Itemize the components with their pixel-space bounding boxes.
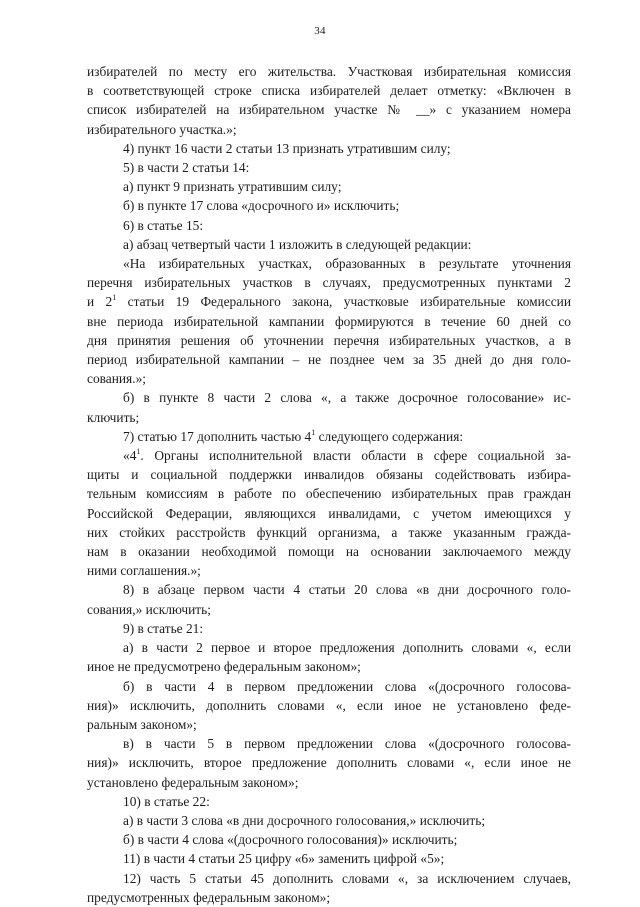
text-line xyxy=(87,542,571,561)
text-line-content: в соответствующей строке списка избирателей делает отметку: «Включен в xyxy=(87,83,571,99)
text-line-content: 7) статью 17 дополнить частью 4 xyxy=(123,428,312,444)
text-line xyxy=(87,388,571,407)
text-line xyxy=(87,427,571,446)
text-line-content: предусмотренных федеральным законом»; xyxy=(87,889,331,905)
superscript: 1 xyxy=(112,293,117,303)
text-line xyxy=(87,600,571,619)
text-line-content: «На избирательных участках, образованных в результате уточнения xyxy=(123,256,571,272)
text-line xyxy=(87,235,571,254)
text-line xyxy=(87,446,571,465)
page-number: 34 xyxy=(314,25,326,37)
text-line xyxy=(87,216,571,235)
text-line xyxy=(87,811,571,830)
text-line-content: дня принятия решения об уточнении перечня избирательных участков, а в xyxy=(87,332,571,348)
text-line xyxy=(87,408,571,427)
text-line-continuation: . Органы исполнительной власти области в сфере социальной за- xyxy=(140,448,571,464)
text-line xyxy=(87,888,571,907)
text-line xyxy=(87,465,571,484)
superscript: 1 xyxy=(311,427,316,437)
text-line-content: б) в части 4 в первом предложении слова «(досрочного голосова- xyxy=(123,678,571,694)
text-line-content: б) в пункте 8 части 2 слова «, а также досрочное голосование» ис- xyxy=(123,390,571,406)
text-line xyxy=(87,331,571,350)
text-line-content: щиты и социальной поддержки инвалидов обязаны содействовать избира- xyxy=(87,467,571,483)
text-line-content: ральным законом»; xyxy=(87,716,197,732)
text-line-content: перечня избирательных участков в случаях, предусмотренных пунктами 2 xyxy=(87,275,571,291)
text-line xyxy=(87,523,571,542)
text-line-content: сования,» исключить; xyxy=(87,601,211,617)
text-line-content: ними соглашения.»; xyxy=(87,563,201,579)
text-line-content: а) пункт 9 признать утратившим силу; xyxy=(123,179,342,195)
text-line-content: 6) в статье 15: xyxy=(123,217,204,233)
text-line-content: избирателей по месту его жительства. Участковая избирательная комиссия xyxy=(87,64,571,79)
text-line xyxy=(87,715,571,734)
text-line-content: ключить; xyxy=(87,409,140,425)
text-line xyxy=(87,561,571,580)
text-line-content: тельным комиссиям в работе по обеспечению избирательных прав граждан xyxy=(87,486,571,502)
superscript: 1 xyxy=(136,447,141,457)
text-line xyxy=(87,504,571,523)
text-line xyxy=(87,292,571,311)
text-line xyxy=(87,139,571,158)
text-line xyxy=(87,792,571,811)
text-line xyxy=(87,62,571,81)
text-line-content: период избирательной кампании – не позднее чем за 35 дней до дня голо- xyxy=(87,352,571,368)
text-line-content: а) абзац четвертый части 1 изложить в следующей редакции: xyxy=(123,236,472,252)
text-line-content: вне периода избирательной кампании формируются в течение 60 дней со xyxy=(87,313,571,329)
text-line-content: 5) в части 2 статьи 14: xyxy=(123,160,250,176)
text-line-content: 8) в абзаце первом части 4 статьи 20 слова «в дни досрочного голо- xyxy=(123,582,571,598)
text-line xyxy=(87,484,571,503)
text-line xyxy=(87,638,571,657)
text-line-content: сования.»; xyxy=(87,371,146,387)
document-body xyxy=(87,62,571,907)
text-line-content: а) в части 3 слова «в дни досрочного голосования,» исключить; xyxy=(123,812,486,828)
text-line xyxy=(87,350,571,369)
text-line-content: 12) часть 5 статьи 45 дополнить словами «, за исключением случаев, xyxy=(123,870,571,886)
text-line xyxy=(87,869,571,888)
text-line xyxy=(87,619,571,638)
text-line-content: 4) пункт 16 части 2 статьи 13 признать утратившим силу; xyxy=(123,140,451,156)
text-line xyxy=(87,696,571,715)
text-line-content: них стойких расстройств функций организма, а также указанным гражда- xyxy=(87,524,571,540)
text-line xyxy=(87,773,571,792)
text-line xyxy=(87,580,571,599)
text-line-content: б) в пункте 17 слова «досрочного и» исключить; xyxy=(123,198,400,214)
text-line-content: избирательного участка.»; xyxy=(87,121,237,137)
text-line xyxy=(87,369,571,388)
text-line xyxy=(87,158,571,177)
text-line xyxy=(87,120,571,139)
text-line xyxy=(87,81,571,100)
text-line-content: и 2 xyxy=(87,294,113,310)
text-line-content: список избирателей на избирательном участке № __» с указанием номера xyxy=(87,102,571,118)
text-line-content: 9) в статье 21: xyxy=(123,620,204,636)
text-line-content: Российской Федерации, являющихся инвалидами, с учетом имеющихся у xyxy=(87,505,571,521)
text-line xyxy=(87,677,571,696)
text-line xyxy=(87,849,571,868)
text-line-content: иное не предусмотрено федеральным законом»; xyxy=(87,659,361,675)
text-line-content: нам в оказании необходимой помощи на основании заключаемого между xyxy=(87,544,571,560)
text-line xyxy=(87,196,571,215)
text-line-content: в) в части 5 в первом предложении слова «(досрочного голосова- xyxy=(123,736,571,752)
text-line xyxy=(87,254,571,273)
text-line-content: б) в части 4 слова «(досрочного голосования)» исключить; xyxy=(123,832,458,848)
text-line xyxy=(87,312,571,331)
text-line xyxy=(87,100,571,119)
text-line-content: установлено федеральным законом»; xyxy=(87,774,299,790)
text-line xyxy=(87,657,571,676)
text-line-content: ния)» исключить, дополнить словами «, если иное не установлено феде- xyxy=(87,697,571,713)
text-line-content: 11) в части 4 статьи 25 цифру «6» заменить цифрой «5»; xyxy=(123,851,445,867)
text-line xyxy=(87,734,571,753)
text-line-content: а) в части 2 первое и второе предложения дополнить словами «, если xyxy=(123,640,571,656)
text-line-content: ния)» исключить, второе предложение дополнить словами «, если иное не xyxy=(87,755,571,771)
text-line-continuation: следующего содержания: xyxy=(315,428,464,444)
text-line xyxy=(87,273,571,292)
text-line xyxy=(87,753,571,772)
text-line-continuation: статьи 19 Федерального закона, участковые избирательные комиссии xyxy=(116,294,571,310)
text-line-content: «4 xyxy=(123,448,137,464)
text-line-content: 10) в статье 22: xyxy=(123,793,210,809)
text-line xyxy=(87,830,571,849)
text-line xyxy=(87,177,571,196)
